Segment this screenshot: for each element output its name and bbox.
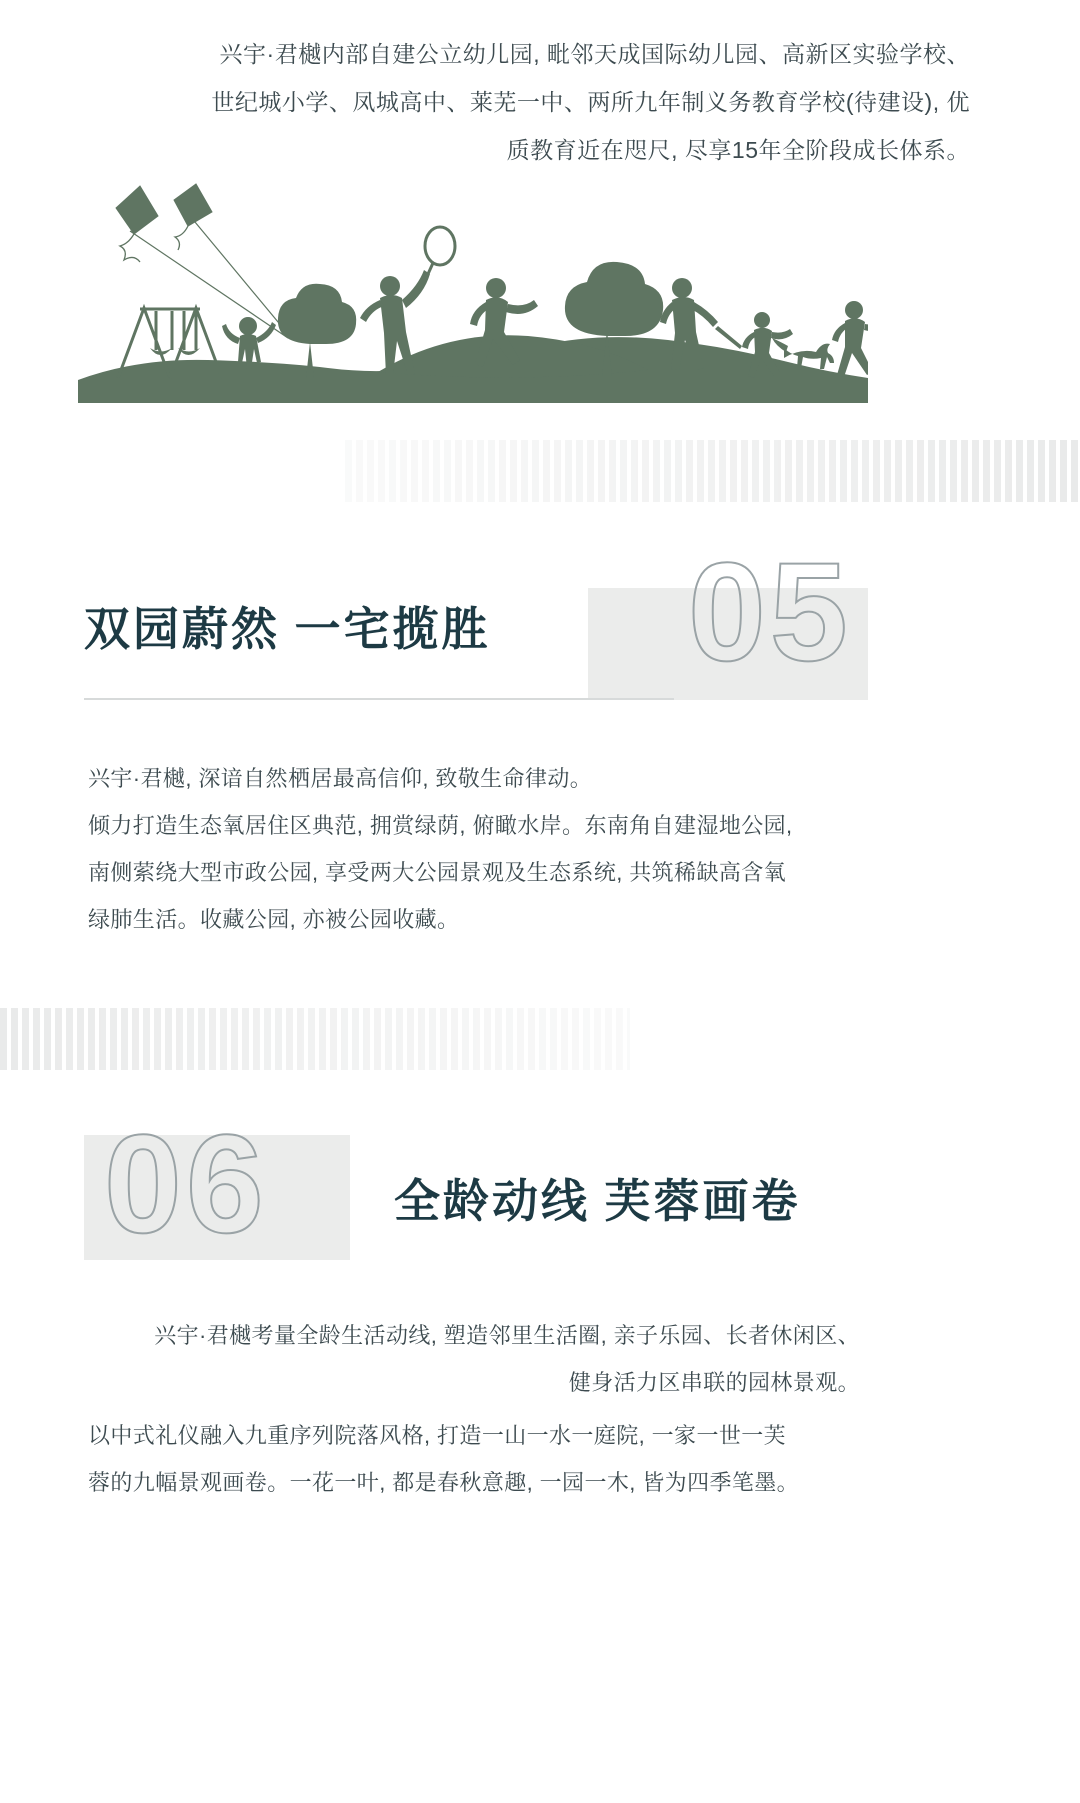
intro-line: 兴宇·君樾内部自建公立幼儿园, 毗邻天成国际幼儿园、高新区实验学校、 bbox=[219, 41, 970, 67]
striped-divider-right bbox=[345, 440, 1080, 502]
body-line: 绿肺生活。收藏公园, 亦被公园收藏。 bbox=[88, 907, 460, 932]
section-06-number: 06 bbox=[104, 1105, 268, 1262]
park-life-illustration bbox=[78, 168, 868, 403]
body-line: 兴宇·君樾考量全龄生活动线, 塑造邻里生活圈, 亲子乐园、长者休闲区、 bbox=[154, 1323, 860, 1348]
section-06-body-right bbox=[100, 1312, 860, 1406]
intro-paragraph bbox=[90, 30, 970, 174]
section-06-body-left bbox=[88, 1412, 860, 1506]
body-line: 南侧萦绕大型市政公园, 享受两大公园景观及生态系统, 共筑稀缺高含氧 bbox=[88, 860, 787, 885]
section-06-title: 全龄动线 芙蓉画卷 bbox=[394, 1176, 801, 1227]
stripe-pattern bbox=[345, 440, 1080, 502]
body-line: 健身活力区串联的园林景观。 bbox=[568, 1370, 860, 1395]
body-line: 兴宇·君樾, 深谙自然栖居最高信仰, 致敬生命律动。 bbox=[88, 766, 593, 791]
body-line: 倾力打造生态氧居住区典范, 拥赏绿荫, 俯瞰水岸。东南角自建湿地公园, bbox=[88, 813, 793, 838]
stripe-pattern bbox=[0, 1008, 630, 1070]
intro-line: 世纪城小学、凤城高中、莱芜一中、两所九年制义务教育学校(待建设), 优 bbox=[211, 89, 970, 115]
section-05-title: 双园蔚然 一宅揽胜 bbox=[84, 604, 491, 655]
section-05-underline bbox=[84, 698, 674, 700]
section-05-body bbox=[88, 755, 848, 943]
body-line: 以中式礼仪融入九重序列院落风格, 打造一山一水一庭院, 一家一世一芙 bbox=[88, 1423, 787, 1448]
section-05-number: 05 bbox=[688, 533, 852, 690]
body-line: 蓉的九幅景观画卷。一花一叶, 都是春秋意趣, 一园一木, 皆为四季笔墨。 bbox=[88, 1470, 800, 1495]
striped-divider-left bbox=[0, 1008, 630, 1070]
intro-line: 质教育近在咫尺, 尽享15年全阶段成长体系。 bbox=[506, 137, 970, 163]
